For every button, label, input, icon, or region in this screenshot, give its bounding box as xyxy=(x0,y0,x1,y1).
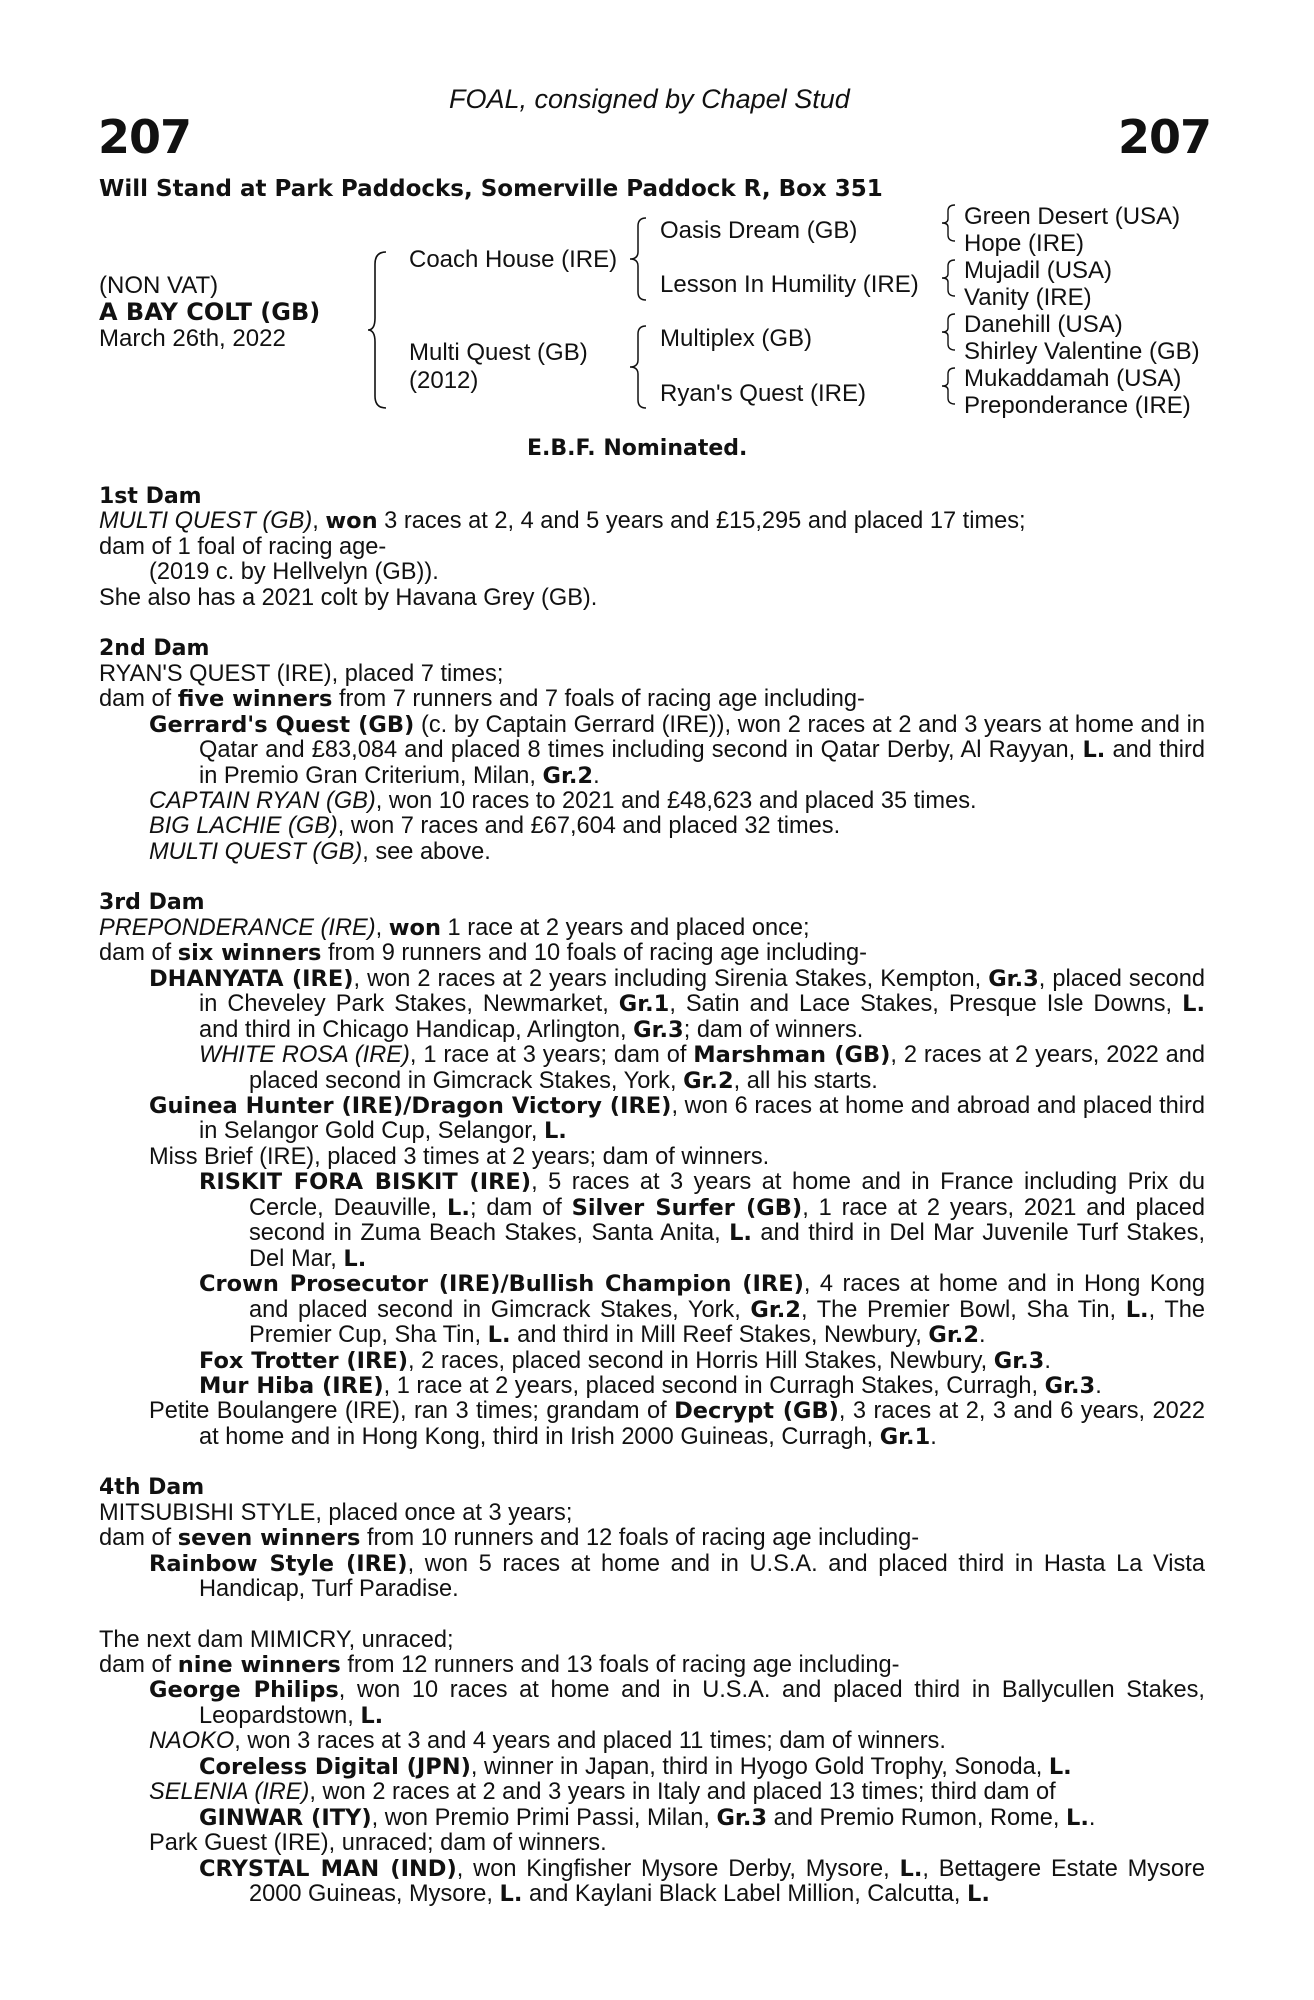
section-heading-1st-dam: 1st Dam xyxy=(99,484,202,509)
pedigree-dd-sire: Mukaddamah (USA) xyxy=(964,365,1182,392)
produce-entry: NAOKO, won 3 races at 3 and 4 years and placed 11 times; dam of winners. xyxy=(149,1728,946,1755)
pedigree-dd-dam: Preponderance (IRE) xyxy=(964,392,1191,419)
pedigree-sd-dam: Vanity (IRE) xyxy=(964,284,1092,311)
pedigree-sire: Coach House (IRE) xyxy=(409,246,618,273)
stand-location: Will Stand at Park Paddocks, Somerville Paddock R, Box 351 xyxy=(99,176,883,202)
produce-entry: SELENIA (IRE), won 2 races at 2 and 3 years in Italy and placed 13 times; third dam of xyxy=(149,1779,1056,1806)
first-dam-note: She also has a 2021 colt by Havana Grey (GB). xyxy=(99,584,598,611)
produce-entry: Gerrard's Quest (GB) (c. by Captain Gerrard (IRE)), won 2 races at 2 and 3 years at home and in Qatar and £83,084 and placed 8 times including second in Qatar Derby, Al Rayyan, L. and third in Premio Gran Criterium, Milan, Gr.2. xyxy=(149,711,1205,789)
lot-number-left: 207 xyxy=(98,110,192,164)
ebf-nomination: E.B.F. Nominated. xyxy=(527,436,748,461)
produce-entry: Guinea Hunter (IRE)/Dragon Victory (IRE), won 6 races at home and abroad and placed third in Selangor Gold Cup, Selangor, L. xyxy=(149,1092,1205,1145)
fourth-dam-record: MITSUBISHI STYLE, placed once at 3 years; xyxy=(99,1499,573,1526)
next-dam-record: The next dam MIMICRY, unraced; xyxy=(99,1626,454,1653)
lot-number-right: 207 xyxy=(1118,110,1212,164)
pedigree-dam-dam: Ryan's Quest (IRE) xyxy=(660,380,866,407)
section-heading-2nd-dam: 2nd Dam xyxy=(99,636,210,662)
pedigree-sire-dam: Lesson In Humility (IRE) xyxy=(660,271,919,298)
third-dam-record: PREPONDERANCE (IRE), won 1 race at 2 years and placed once; xyxy=(99,914,810,941)
pedigree-ss-sire: Green Desert (USA) xyxy=(964,203,1181,230)
consignment-line: FOAL, consigned by Chapel Stud xyxy=(449,84,850,114)
pedigree-ds-dam: Shirley Valentine (GB) xyxy=(964,338,1200,365)
produce-entry: DHANYATA (IRE), won 2 races at 2 years including Sirenia Stakes, Kempton, Gr.3, placed second in Cheveley Park Stakes, Newmarket, Gr.1, Satin and Lace Stakes, Presque Isle Downs, L. and third in Chicago Handicap, Arlington, Gr.3; dam of winners. xyxy=(149,965,1205,1043)
next-dam-produce: dam of nine winners from 12 runners and 13 foals of racing age including- xyxy=(99,1652,900,1679)
first-dam-record: MULTI QUEST (GB), won 3 races at 2, 4 and 5 years and £15,295 and placed 17 times; xyxy=(99,508,1026,535)
produce-entry: Park Guest (IRE), unraced; dam of winners. xyxy=(149,1830,607,1857)
produce-entry: Fox Trotter (IRE), 2 races, placed second in Horris Hill Stakes, Newbury, Gr.3. xyxy=(199,1347,1051,1374)
catalogue-body xyxy=(99,484,1205,1908)
section-heading-3rd-dam: 3rd Dam xyxy=(99,890,205,916)
produce-entry: Crown Prosecutor (IRE)/Bullish Champion (IRE), 4 races at home and in Hong Kong and placed second in Gimcrack Stakes, York, Gr.2, The Premier Bowl, Sha Tin, L., The Premier Cup, Sha Tin, L. and third in Mill Reef Stakes, Newbury, Gr.2. xyxy=(199,1271,1206,1349)
pedigree-brace-ds xyxy=(940,312,958,352)
produce-entry: BIG LACHIE (GB), won 7 races and £67,604 and placed 32 times. xyxy=(149,813,841,840)
produce-entry: CAPTAIN RYAN (GB), won 10 races to 2021 and £48,623 and placed 35 times. xyxy=(149,787,977,814)
produce-entry: Coreless Digital (JPN), winner in Japan, third in Hyogo Gold Trophy, Sonoda, L. xyxy=(199,1753,1072,1780)
produce-entry: RISKIT FORA BISKIT (IRE), 5 races at 3 years at home and in France including Prix du Cercle, Deauville, L.; dam of Silver Surfer (GB), 1 race at 2 years, 2021 and placed second in Zuma Beach Stakes, Santa Anita, L. and third in Del Mar Juvenile Turf Stakes, Del Mar, L. xyxy=(199,1169,1205,1272)
pedigree-brace-dd xyxy=(940,366,958,406)
produce-entry: Petite Boulangere (IRE), ran 3 times; grandam of Decrypt (GB), 3 races at 2, 3 and 6 years, 2022 at home and in Hong Kong, third in Irish 2000 Guineas, Curragh, Gr.1. xyxy=(149,1398,1205,1450)
pedigree-dam-name: Multi Quest (GB) xyxy=(409,339,588,366)
first-dam-foals: dam of 1 foal of racing age- xyxy=(99,533,387,560)
pedigree-brace-sd xyxy=(940,258,958,298)
produce-entry: CRYSTAL MAN (IND), won Kingfisher Mysore Derby, Mysore, L., Bettagere Estate Mysore 2000 Guineas, Mysore, L. and Kaylani Black Label Million, Calcutta, L. xyxy=(199,1855,1206,1908)
produce-entry: WHITE ROSA (IRE), 1 race at 3 years; dam of Marshman (GB), 2 races at 2 years, 2022 and placed second in Gimcrack Stakes, York, Gr.2, all his starts. xyxy=(199,1042,1205,1094)
first-dam-foal-entry: (2019 c. by Hellvelyn (GB)). xyxy=(149,559,439,586)
section-heading-4th-dam: 4th Dam xyxy=(99,1475,205,1501)
third-dam-produce: dam of six winners from 9 runners and 10 foals of racing age including- xyxy=(99,940,868,967)
pedigree-brace-main xyxy=(366,250,392,410)
pedigree-ss-dam: Hope (IRE) xyxy=(964,230,1085,257)
produce-entry: George Philips, won 10 races at home and in U.S.A. and placed third in Ballycullen Stakes, Leopardstown, L. xyxy=(149,1677,1205,1729)
produce-entry: GINWAR (ITY), won Premio Primi Passi, Milan, Gr.3 and Premio Rumon, Rome, L.. xyxy=(199,1804,1096,1831)
pedigree-dam-sire: Multiplex (GB) xyxy=(660,325,813,352)
produce-entry: Miss Brief (IRE), placed 3 times at 2 years; dam of winners. xyxy=(149,1143,770,1170)
produce-entry: Mur Hiba (IRE), 1 race at 2 years, placed second in Curragh Stakes, Curragh, Gr.3. xyxy=(199,1372,1102,1399)
produce-entry: Rainbow Style (IRE), won 5 races at home and in U.S.A. and placed third in Hasta La Vista Handicap, Turf Paradise. xyxy=(149,1550,1205,1603)
pedigree-sire-sire: Oasis Dream (GB) xyxy=(660,217,858,244)
produce-entry: MULTI QUEST (GB), see above. xyxy=(149,838,491,865)
foaling-date: March 26th, 2022 xyxy=(99,325,286,352)
second-dam-produce: dam of five winners from 7 runners and 7 foals of racing age including- xyxy=(99,686,865,713)
vat-status: (NON VAT) xyxy=(99,272,219,299)
pedigree-brace-dam xyxy=(628,324,650,410)
pedigree-ds-sire: Danehill (USA) xyxy=(964,311,1123,338)
fourth-dam-produce: dam of seven winners from 10 runners and 12 foals of racing age including- xyxy=(99,1525,920,1552)
horse-name: A BAY COLT (GB) xyxy=(99,298,321,326)
pedigree-sd-sire: Mujadil (USA) xyxy=(964,257,1113,284)
pedigree-dam-year: (2012) xyxy=(409,367,479,394)
second-dam-record: RYAN'S QUEST (IRE), placed 7 times; xyxy=(99,660,504,687)
pedigree-brace-ss xyxy=(940,203,958,243)
pedigree-brace-sire xyxy=(628,216,650,302)
